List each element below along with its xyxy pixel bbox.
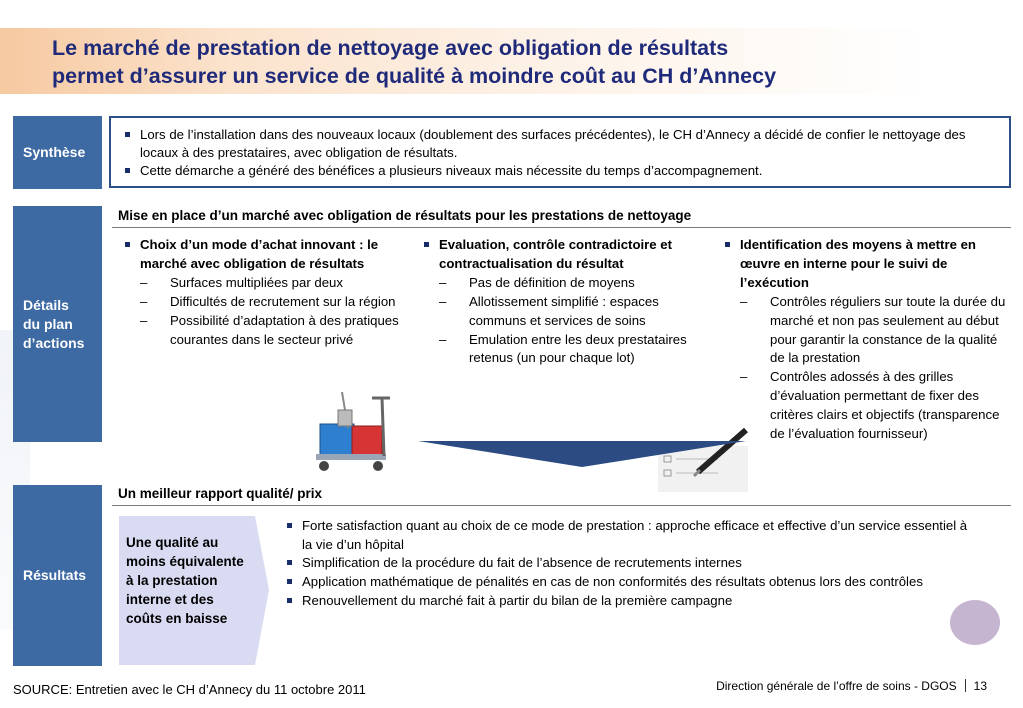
callout-text: Une qualité au moins équivalente à la prestation interne et des coûts en baisse	[126, 535, 244, 626]
details-label	[13, 206, 102, 442]
column-2-item: – Allotissement simplifié : espaces communs et services de soins	[439, 293, 708, 331]
footer	[716, 679, 987, 693]
resultats-callout	[119, 516, 269, 665]
details-column-1	[119, 236, 404, 349]
column-2-item: – Pas de définition de moyens	[439, 274, 708, 293]
source-note: SOURCE: Entretien avec le CH d’Annecy du 11 octobre 2011	[13, 682, 366, 697]
resultats-label	[13, 485, 102, 666]
column-3-item: – Contrôles réguliers sur toute la durée du marché et non pas seulement au début pour garantir la constance de la qualité de la prestation	[740, 293, 1009, 369]
details-label-line3: d’actions	[23, 334, 85, 351]
column-1-item: – Surfaces multipliées par deux	[140, 274, 404, 293]
resultats-bullets	[281, 517, 981, 611]
details-column-3	[719, 236, 1009, 444]
page-title-line2: permet d’assurer un service de qualité à moindre coût au CH d’Annecy	[52, 64, 777, 88]
synthese-box	[109, 116, 1011, 188]
column-3-item: – Contrôles adossés à des grilles d’évaluation permettant de fixer des critères clairs et objectifs (transparence de l’évaluation fournisseur)	[740, 368, 1009, 444]
column-1-item: – Difficultés de recrutement sur la région	[140, 293, 404, 312]
down-arrow-icon	[418, 441, 746, 467]
column-2-title: Evaluation, contrôle contradictoire et contractualisation du résultat – Pas de définition de moyens – Allotissement simplifié : espaces communs et services de soins – Emulation entre les deux prestataires retenus (un pour chaque lot)	[418, 236, 708, 368]
footer-separator	[965, 679, 966, 692]
details-column-2	[418, 236, 708, 368]
page-title-line1: Le marché de prestation de nettoyage avec obligation de résultats	[52, 36, 729, 60]
cleaning-cart-icon	[312, 388, 394, 476]
details-label-line1: Détails	[23, 296, 69, 313]
resultats-bullet: Forte satisfaction quant au choix de ce mode de prestation : approche efficace et effective d’un service essentiel à la vie d’un hôpital	[281, 517, 981, 554]
column-2-item: – Emulation entre les deux prestataires retenus (un pour chaque lot)	[439, 331, 708, 369]
resultats-bullet: Application mathématique de pénalités en cas de non conformités des résultats obtenus lors des contrôles	[281, 573, 981, 592]
details-label-line2: du plan	[23, 315, 73, 332]
footer-org: Direction générale de l’offre de soins - DGOS	[716, 679, 957, 693]
column-1-item: – Possibilité d’adaptation à des pratiques courantes dans le secteur privé	[140, 312, 404, 350]
synthese-label	[13, 116, 102, 189]
column-1-title: Choix d’un mode d’achat innovant : le marché avec obligation de résultats – Surfaces multipliées par deux – Difficultés de recrutement sur la région – Possibilité d’adaptation à des pratiques courantes dans le secteur privé	[119, 236, 404, 349]
resultats-bullet: Simplification de la procédure du fait de l’absence de recrutements internes	[281, 554, 981, 573]
resultats-bullet: Renouvellement du marché fait à partir du bilan de la première campagne	[281, 592, 981, 611]
column-3-title: Identification des moyens à mettre en œuvre en interne pour le suivi de l’exécution – Contrôles réguliers sur toute la durée du marché et non pas seulement au début pour garantir la constance de la qualité de la prestation – Contrôles adossés à des grilles d’évaluation permettant de fixer des critères clairs et objectifs (transparence de l’évaluation fournisseur)	[719, 236, 1009, 444]
resultats-heading: Un meilleur rapport qualité/ prix	[118, 486, 323, 501]
resultats-divider	[112, 505, 1011, 506]
synthese-label-text: Synthèse	[23, 144, 86, 160]
details-heading: Mise en place d’un marché avec obligation de résultats pour les prestations de nettoyage	[118, 208, 692, 223]
resultats-label-text: Résultats	[23, 567, 87, 583]
synthese-bullet: Cette démarche a généré des bénéfices a plusieurs niveaux mais nécessite du temps d’accompagnement.	[119, 162, 999, 180]
page-title	[52, 34, 932, 90]
page-number: 13	[973, 679, 987, 693]
synthese-bullets	[119, 126, 999, 180]
synthese-bullet: Lors de l’installation dans des nouveaux locaux (doublement des surfaces précédentes), le CH d’Annecy a décidé de confier le nettoyage des locaux à des prestataires, avec obligation de résultats.	[119, 126, 999, 162]
details-divider	[112, 227, 1011, 228]
